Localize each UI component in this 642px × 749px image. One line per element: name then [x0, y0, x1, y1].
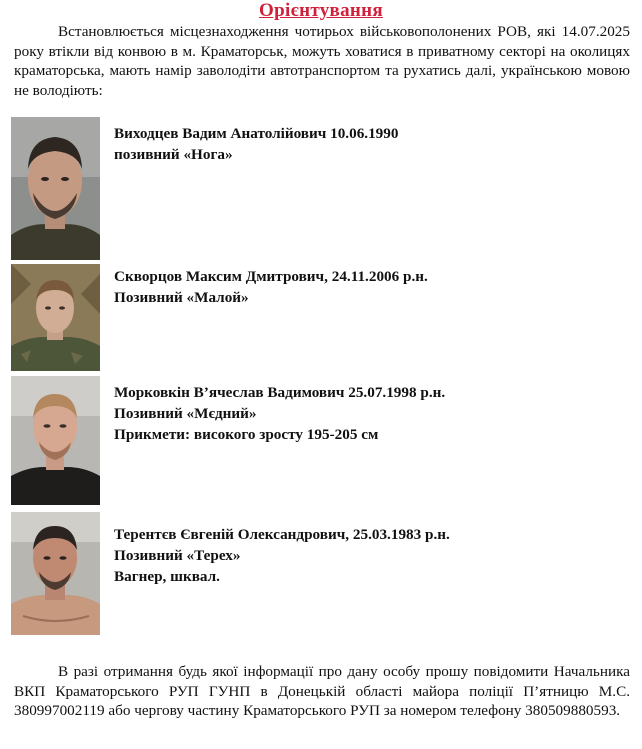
intro-paragraph [14, 22, 630, 100]
person-features-line: Прикмети: високого зросту 195-205 см [114, 426, 379, 443]
person-callsign-line: Позивний «Мєдний» [114, 405, 257, 422]
person-info-2 [114, 266, 634, 308]
footer-text: В разі отримання будь якої інформації про дану особу прошу повідомити Начальника ВКП Краматорського РУП ГУНП в Донецькій області майора поліції П’ятницю М.С. 380997002119 або чергову частину Краматорського РУП за номером телефону 380509880593. [14, 663, 630, 720]
person-callsign-line: Позивний «Малой» [114, 289, 249, 306]
footer-paragraph [14, 662, 630, 721]
person-name-line: Морковкін В’ячеслав Вадимович 25.07.1998 р.н. [114, 384, 446, 401]
person-info-1 [114, 123, 634, 165]
person-note-line: Вагнер, шквал. [114, 568, 220, 585]
intro-text: Встановлюється місцезнаходження чотирьох військовополонених РОВ, які 14.07.2025 року втікли від конвою в м. Краматорськ, можуть ховатися в приватному секторі на околицях краматорська, мають намір заволодіти автотранспортом та рухатись далі, українською мовою не володіють: [14, 23, 630, 99]
person-photo-2 [11, 264, 100, 371]
person-photo-3 [11, 376, 100, 505]
person-info-4 [114, 524, 634, 587]
person-callsign-line: Позивний «Терех» [114, 547, 241, 564]
person-photo-4 [11, 512, 100, 635]
person-photo-1 [11, 117, 100, 260]
person-info-3 [114, 382, 634, 445]
page-title: Орієнтування [259, 0, 383, 21]
person-callsign-line: позивний «Нога» [114, 146, 233, 163]
person-name-line: Скворцов Максим Дмитрович, 24.11.2006 р.н. [114, 268, 428, 285]
person-name-line: Виходцев Вадим Анатолійович 10.06.1990 [114, 125, 399, 142]
person-name-line: Терентєв Євгеній Олександрович, 25.03.1983 р.н. [114, 526, 450, 543]
